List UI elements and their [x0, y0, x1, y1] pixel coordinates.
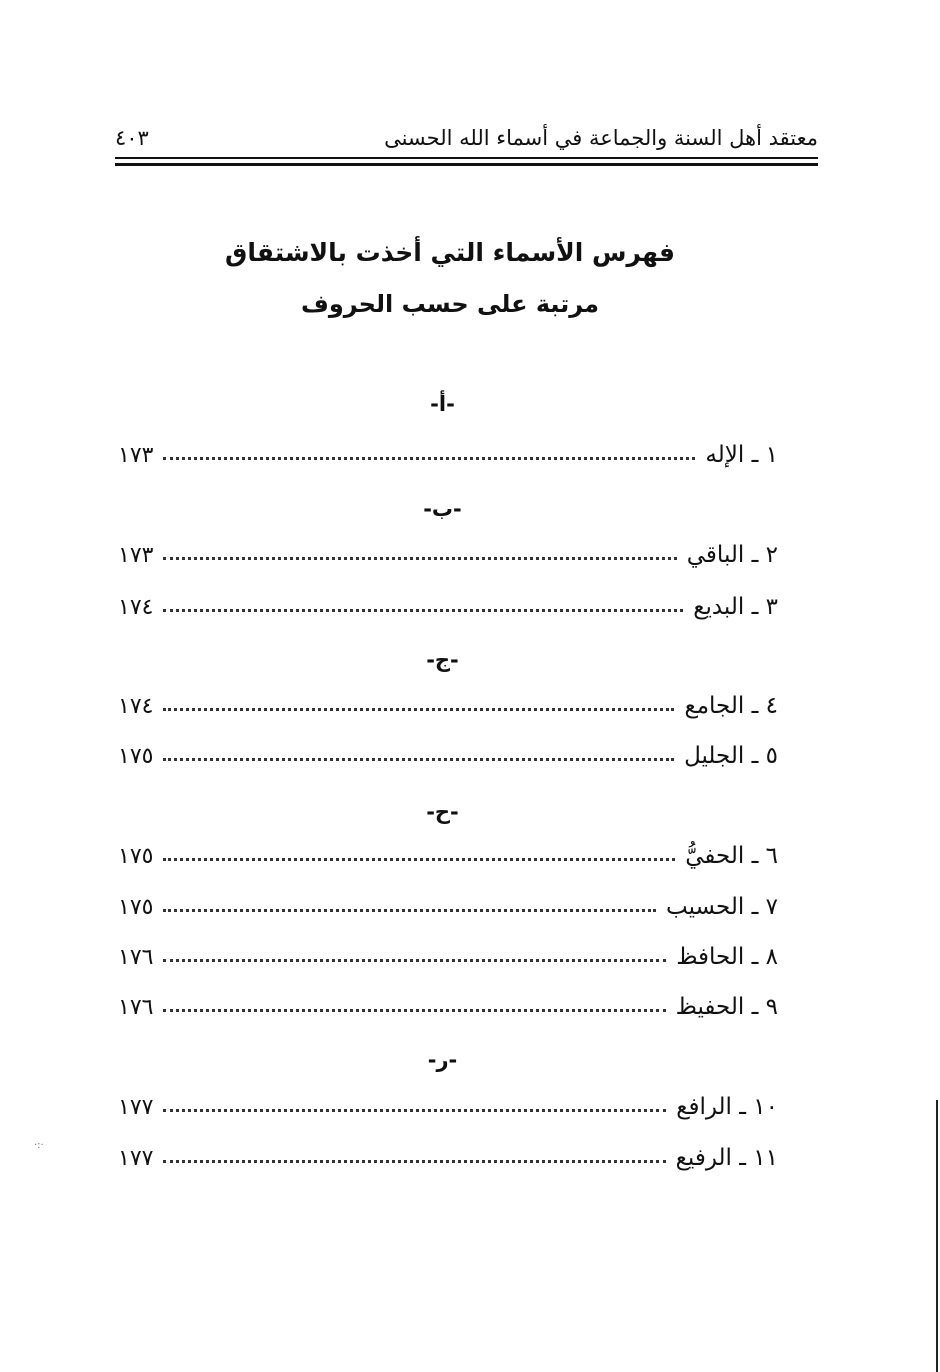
header-rule-thick — [115, 163, 818, 166]
entry-name: ٦ ـ الحفيُّ — [685, 843, 778, 869]
index-title: فهرس الأسماء التي أخذت بالاشتقاق — [225, 238, 675, 267]
dot-leader — [163, 557, 676, 560]
dot-leader — [163, 909, 656, 912]
book-title: معتقد أهل السنة والجماعة في أسماء الله الحسنى — [384, 126, 818, 150]
dot-leader — [163, 1109, 666, 1112]
dot-leader — [163, 609, 683, 612]
entry-page: ١٧٦ — [118, 945, 154, 970]
index-subtitle: مرتبة على حسب الحروف — [300, 290, 600, 318]
entry-name: ١١ ـ الرفيع — [675, 1145, 778, 1171]
dot-leader — [163, 1009, 665, 1012]
entry-page: ١٧٥ — [118, 844, 154, 869]
dot-leader — [163, 959, 666, 962]
section-letter: -أ- — [430, 392, 455, 416]
entry-page: ١٧٤ — [118, 595, 154, 620]
entry-name: ٤ ـ الجامع — [684, 693, 778, 719]
entry-name: ٢ ـ الباقي — [686, 542, 778, 568]
entry-page: ١٧٣ — [118, 543, 154, 568]
index-entry — [118, 994, 778, 1026]
section-letter: -ح- — [426, 800, 459, 824]
section-letter: -ج- — [426, 648, 459, 672]
entry-page: ١٧٤ — [118, 694, 154, 719]
entry-name: ٩ ـ الحفيظ — [675, 994, 778, 1020]
entry-name: ٨ ـ الحافظ — [676, 944, 778, 970]
entry-name: ١ ـ الإله — [705, 442, 778, 468]
entry-name: ١٠ ـ الرافع — [676, 1094, 778, 1120]
dot-leader — [163, 1160, 665, 1163]
index-entry — [118, 944, 778, 976]
dot-leader — [163, 708, 674, 711]
entry-page: ١٧٧ — [118, 1095, 154, 1120]
scan-speck: ·:· — [34, 1140, 44, 1151]
entry-name: ٧ ـ الحسيب — [665, 894, 778, 920]
dot-leader — [163, 457, 695, 460]
entry-name: ٣ ـ البديع — [693, 594, 778, 620]
index-entry — [118, 843, 778, 875]
index-entry — [118, 442, 778, 474]
entry-name: ٥ ـ الجليل — [684, 743, 778, 769]
section-letter: -ب- — [423, 497, 462, 521]
header-rule-thin — [115, 157, 818, 159]
entry-page: ١٧٦ — [118, 995, 154, 1020]
index-entry — [118, 542, 778, 574]
dot-leader — [163, 758, 674, 761]
index-entry — [118, 894, 778, 926]
page-number: ٤٠٣ — [115, 126, 149, 150]
index-entry — [118, 1145, 778, 1177]
index-entry — [118, 693, 778, 725]
running-header — [115, 120, 818, 156]
entry-page: ١٧٥ — [118, 744, 154, 769]
dot-leader — [163, 858, 675, 861]
index-entry — [118, 743, 778, 775]
index-entry — [118, 1094, 778, 1126]
entry-page: ١٧٣ — [118, 443, 154, 468]
entry-page: ١٧٥ — [118, 895, 154, 920]
scan-edge-line — [936, 1100, 938, 1372]
index-entry — [118, 594, 778, 626]
section-letter: -ر- — [427, 1048, 458, 1072]
entry-page: ١٧٧ — [118, 1146, 154, 1171]
